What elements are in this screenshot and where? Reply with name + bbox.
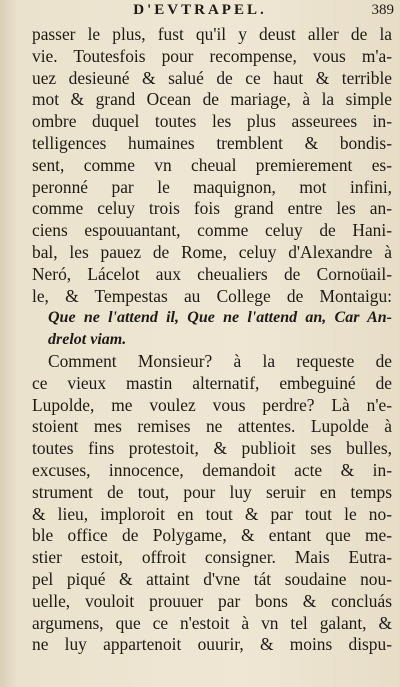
text-line: strument de tout, pour luy seruir en temps — [32, 481, 392, 502]
text-line: stoient mes remises ne attentes. Lupolde à — [32, 416, 392, 437]
text-line: ne luy appartenoit ouurir, & moins dispu- — [32, 634, 392, 655]
text-line: Lupolde, me voulez vous perdre? Là n'e- — [32, 394, 392, 415]
text-line: bal, les pauez de Rome, celuy d'Alexandre à — [32, 241, 392, 262]
text-line: passer le plus, fust qu'il y deust aller de la — [32, 24, 392, 44]
text-line: comme celuy trois fois grand entre les an- — [32, 198, 392, 219]
text-line: excuses, innocence, demandoit acte & in- — [32, 459, 392, 480]
text-line: le, & Tempestas au College de Montaigu: — [32, 285, 392, 306]
text-line: ce vieux mastin alternatif, embeguiné de — [32, 372, 392, 393]
page-number: 389 — [371, 2, 394, 18]
page-header — [0, 0, 400, 22]
italic-quote-line: drelot viam. — [48, 331, 127, 349]
text-line: argumens, que ce n'estoit à vn tel galant, & — [32, 612, 392, 633]
text-line: ciens espouuantant, comme celuy de Hani- — [32, 220, 392, 241]
text-line: ombre duquel toutes les plus asseurees in- — [32, 111, 392, 132]
text-line: pel piqué & attaint d'vne tát soudaine nou- — [32, 568, 392, 589]
text-line: uelle, vouloit prouuer par bons & concluás — [32, 590, 392, 611]
text-line: toutes fins protestoit, & publioit ses bulles, — [32, 438, 392, 459]
text-line: uez desieuné & salué de ce haut & terrible — [32, 67, 392, 88]
text-line: vie. Toutesfois pour recompense, vous m'a- — [32, 45, 392, 66]
text-line: stier estoit, offroit consigner. Mais Eutra- — [32, 547, 392, 568]
text-line: & lieu, imploroit en tout & par tout le no- — [32, 503, 392, 524]
text-line: telligences humaines tremblent & bondis- — [32, 132, 392, 153]
text-line: peronné par le maquignon, mot infini, — [32, 176, 392, 197]
text-line: mot & grand Ocean de mariage, à la simple — [32, 89, 392, 110]
text-line: Comment Monsieur? à la requeste de — [48, 350, 392, 371]
text-line: sent, comme vn cheual premierement es- — [32, 154, 392, 175]
text-line: ble office de Polygame, & entant que me- — [32, 525, 392, 546]
running-head: D'EVTRAPEL. — [133, 2, 267, 18]
text-line: Neró, Lácelot aux cheualiers de Cornoüail- — [32, 263, 392, 284]
italic-quote-line: Que ne l'attend il, Que ne l'attend an, Car An- — [48, 309, 392, 327]
body-text — [32, 24, 392, 656]
